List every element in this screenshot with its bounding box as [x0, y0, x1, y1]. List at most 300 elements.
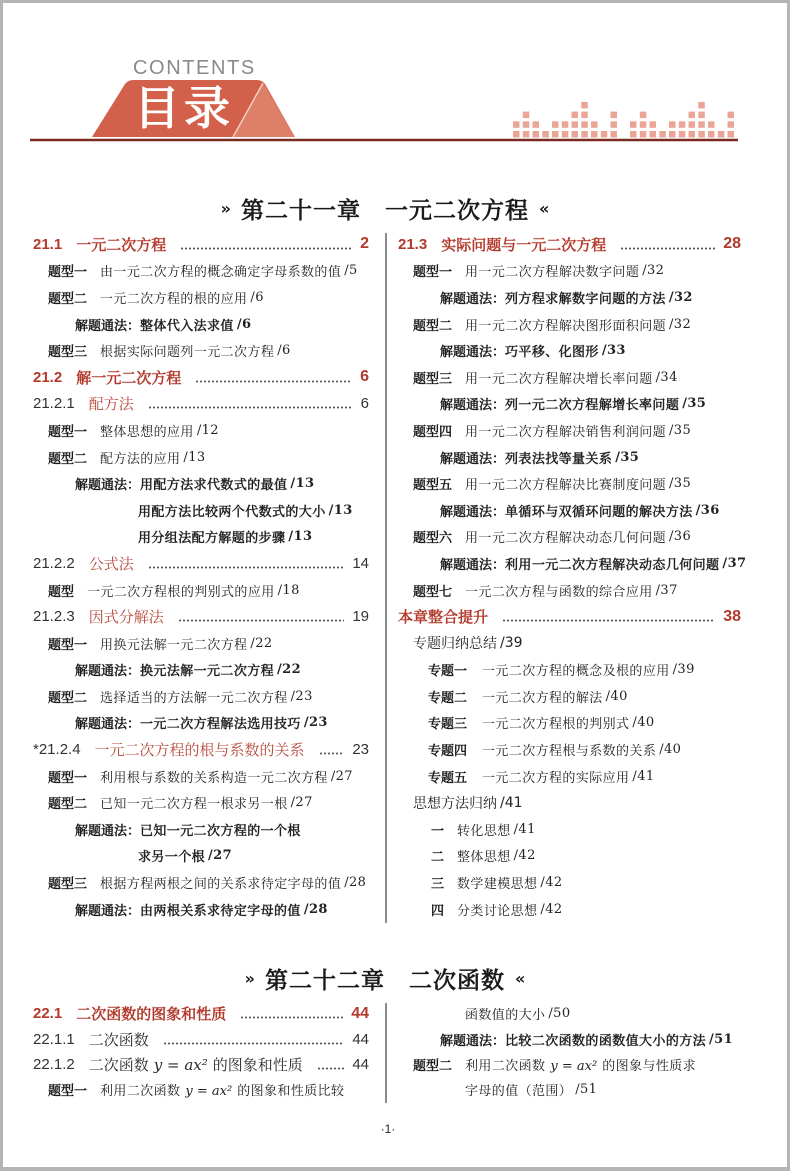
section-number: 22.1 [33, 1005, 63, 1023]
toc-method [33, 470, 369, 497]
entry-text: 用一元二次方程解决增长率问题 [465, 371, 653, 387]
entry-text: 已知一元二次方程一根求另一根 [100, 797, 288, 813]
page-number: 2 [360, 235, 369, 253]
toc-item [398, 577, 741, 604]
entry-text: 利用根与系数的关系构造一元二次方程 [100, 770, 328, 786]
entry-text: 利用一元二次方程解决动态几何问题 [505, 557, 720, 573]
entry-text: 数学建模思想 [457, 877, 538, 893]
toc-idea [398, 896, 741, 923]
toc-item [33, 444, 369, 471]
page-number: 44 [351, 1004, 369, 1022]
entry-label: 题型三 [48, 877, 88, 893]
section-number: 22.1.1 [33, 1030, 75, 1048]
math-expression: y = ax² [550, 1058, 598, 1074]
decor-square [698, 121, 705, 128]
toc-subsection [33, 1026, 369, 1051]
entry-text: 用配方法求代数式的最值 [140, 478, 288, 494]
toc-method [33, 311, 369, 338]
decor-square [708, 121, 715, 128]
toc-subsection [33, 550, 369, 577]
entry-label: 题型二 [48, 690, 88, 706]
entry-label: 解题通法： [75, 318, 141, 334]
double-chevron-right-icon: » [244, 968, 255, 988]
page-ref: /6 [250, 289, 264, 305]
chapter-number: 第二十二章 [265, 967, 385, 994]
toc-item [33, 789, 369, 816]
entry-text: 整体思想 [457, 850, 511, 866]
entry-label: 专题一 [428, 664, 468, 680]
entry-text: 用一元二次方程解决动态几何问题 [465, 531, 667, 547]
toc-item [33, 417, 369, 444]
decor-square [562, 131, 569, 138]
page-ref: /6 [277, 343, 291, 359]
entry-label: 三 [431, 877, 445, 893]
entry-text: 分类讨论思想 [457, 903, 538, 919]
toc-column-right [398, 231, 747, 922]
toc-item [33, 284, 369, 311]
column-divider [385, 1003, 387, 1103]
entry-text-part: 利用二次函数 [100, 1084, 181, 1100]
decor-square [698, 102, 705, 109]
toc-method [398, 550, 747, 577]
toc-item [398, 364, 741, 391]
section-title: 配方法 [88, 396, 134, 414]
chapter-name: 二次函数 [409, 967, 505, 994]
page-ref: /51 [575, 1082, 598, 1098]
dot-leader [163, 1042, 345, 1045]
page-ref: /13 [288, 529, 313, 545]
decor-square [562, 121, 569, 128]
toc-item [398, 417, 741, 444]
decor-square [708, 131, 715, 138]
decor-square [552, 131, 559, 138]
toc-column-left [33, 231, 369, 922]
dot-leader [195, 380, 352, 383]
entry-label: 题型七 [413, 584, 453, 600]
decor-square [679, 121, 686, 128]
entry-text: 用一元二次方程解决数字问题 [465, 265, 640, 281]
decor-square [669, 131, 676, 138]
page-ref: /22 [250, 635, 273, 651]
toc-method [398, 284, 741, 311]
math-expression: y = ax² [153, 1055, 208, 1074]
entry-text: 整体思想的应用 [100, 424, 194, 440]
entry-text: 由一元二次方程的概念确定字母系数的值 [100, 265, 342, 281]
toc-item [33, 577, 369, 604]
page-ref: /23 [290, 688, 313, 704]
section-title: 公式法 [88, 555, 134, 573]
entry-label: 四 [431, 903, 445, 919]
page-ref: /41 [500, 794, 523, 811]
decor-square [523, 131, 530, 138]
entry-label: 题型二 [48, 291, 88, 307]
page-ref: /18 [277, 582, 300, 598]
page-ref: /35 [615, 449, 640, 465]
toc-section [398, 231, 741, 258]
decor-square [533, 131, 540, 138]
page-ref: /35 [682, 396, 707, 412]
entry-label: 解题通法： [75, 664, 141, 680]
decor-square [718, 131, 725, 138]
entry-label: 解题通法： [75, 717, 141, 733]
decor-square [669, 121, 676, 128]
page-ref: /6 [236, 316, 252, 332]
chapter-heading [0, 963, 770, 993]
page-ref: /34 [655, 369, 678, 385]
page-ref: /51 [709, 1031, 734, 1047]
entry-label: 题型六 [413, 531, 453, 547]
toc-section [398, 603, 741, 630]
section-number: 21.2 [33, 368, 63, 386]
decor-square [581, 112, 588, 119]
dot-leader [317, 1067, 345, 1070]
entry-text: 转化思想 [457, 823, 511, 839]
toc-subsection [33, 736, 369, 763]
decor-square [630, 131, 637, 138]
section-title [89, 1054, 303, 1075]
toc-section [33, 231, 369, 258]
dot-leader [178, 619, 345, 622]
page-ref: /40 [632, 715, 655, 731]
page-number: 14 [352, 554, 369, 572]
entry-text: 由两根关系求待定字母的值 [140, 903, 301, 919]
decor-square [689, 112, 696, 119]
section-title: 实际问题与一元二次方程 [441, 236, 607, 254]
section-number: 21.2.3 [33, 608, 75, 626]
entry-label: 题型一 [48, 265, 88, 281]
toc-item [33, 1077, 369, 1102]
decor-square [689, 131, 696, 138]
double-chevron-right-icon: » [220, 198, 231, 218]
toc-method [33, 816, 369, 843]
entry-text: 根据实际问题列一元二次方程 [100, 345, 275, 361]
page-number: 19 [352, 608, 369, 626]
section-title-part: 二次函数 [88, 1056, 149, 1074]
toc-idea [398, 843, 741, 870]
entry-text [465, 1055, 696, 1074]
toc-subsection [33, 603, 369, 630]
toc-column-right [398, 1001, 741, 1103]
entry-label: 解题通法： [440, 398, 506, 414]
section-title-part: 的图象和性质 [212, 1056, 303, 1074]
decor-square [728, 112, 735, 119]
page-ref: /32 [668, 289, 693, 305]
entry-label: 题型三 [413, 371, 453, 387]
decor-square [572, 131, 579, 138]
entry-text: 函数值的大小 [465, 1008, 546, 1024]
toc-method [398, 391, 741, 418]
entry-label: 题型二 [48, 451, 88, 467]
decor-square [698, 131, 705, 138]
toc-topic [398, 763, 741, 790]
toc-topic [398, 710, 741, 737]
dot-leader [240, 1016, 343, 1019]
page-ref: /41 [513, 821, 536, 837]
decor-square [542, 131, 549, 138]
page-ref: /42 [540, 875, 563, 891]
entry-text: 一元二次方程根的判别式的应用 [87, 584, 275, 600]
column-divider [385, 233, 387, 923]
toc-method [398, 337, 741, 364]
page-number: 44 [352, 1030, 369, 1048]
toc-subsection [33, 1052, 369, 1077]
toc-item [398, 524, 741, 551]
dot-leader [620, 247, 715, 250]
page-ref: /35 [669, 476, 692, 492]
entry-text-part: 的图象与性质求 [602, 1058, 697, 1074]
toc-method [33, 710, 369, 737]
decor-square [572, 121, 579, 128]
entry-text: 一元二次方程与函数的综合应用 [465, 584, 653, 600]
entry-text: 列表法找等量关系 [505, 451, 613, 467]
toc-topic [398, 657, 741, 684]
decor-square [552, 121, 559, 128]
math-expression: y = ax² [185, 1084, 233, 1100]
chapter-number: 第二十一章 [241, 197, 361, 224]
toc-item-cont [398, 1077, 741, 1102]
entry-text: 配方法的应用 [100, 451, 181, 467]
entry-text-part: 利用二次函数 [465, 1058, 546, 1074]
entry-label: 解题通法： [440, 1033, 506, 1049]
dot-leader [148, 406, 353, 409]
toc-method [398, 497, 741, 524]
decor-square [513, 131, 520, 138]
entry-text: 一元二次方程根的判别式 [482, 717, 630, 733]
page-number: 23 [352, 741, 369, 759]
entry-text: 一元二次方程解法选用技巧 [140, 717, 301, 733]
section-number: 21.1 [33, 235, 63, 253]
section-title: 解一元二次方程 [76, 369, 182, 387]
page-ref: /42 [540, 901, 563, 917]
page-ref: /50 [548, 1006, 571, 1022]
entry-label: 解题通法： [440, 504, 506, 520]
entry-label: 解题通法： [440, 291, 506, 307]
toc-item [398, 258, 741, 285]
decor-square [523, 112, 530, 119]
dot-leader [502, 619, 715, 622]
entry-text: 用一元二次方程解决图形面积问题 [465, 318, 667, 334]
page-ref: /33 [601, 343, 626, 359]
section-title: 一元二次方程的根与系数的关系 [94, 742, 305, 760]
toc-topic [398, 736, 741, 763]
entry-label: 题型二 [413, 1058, 453, 1074]
entry-text: 用一元二次方程解决销售利润问题 [465, 424, 667, 440]
entry-label: 专题三 [428, 717, 468, 733]
entry-label: 解题通法： [75, 903, 141, 919]
entry-label: 题型一 [48, 1084, 88, 1100]
entry-text: 用配方法比较两个代数式的大小 [138, 504, 326, 520]
entry-text: 用一元二次方程解决比赛制度问题 [465, 478, 667, 494]
entry-label: 二 [431, 850, 445, 866]
toc-item [33, 683, 369, 710]
entry-label: 解题通法： [440, 451, 506, 467]
entry-label: 题型 [48, 584, 75, 600]
page-number: 6 [360, 395, 369, 413]
entry-text: 列一元二次方程解增长率问题 [505, 398, 680, 414]
toc-group [398, 630, 741, 657]
toc-item [398, 1052, 741, 1077]
decor-square [572, 112, 579, 119]
decor-square [611, 112, 618, 119]
decor-square [611, 131, 618, 138]
decor-square [611, 121, 618, 128]
section-number: 21.2.2 [33, 554, 75, 572]
page-ref: /36 [669, 529, 692, 545]
entry-text: 一元二次方程的概念及根的应用 [482, 664, 670, 680]
dot-leader [319, 752, 345, 755]
entry-text: 字母的值（范围） [465, 1084, 573, 1100]
page-ref: /22 [277, 662, 302, 678]
decor-square [630, 121, 637, 128]
page-ref: /40 [605, 688, 628, 704]
toc-subsection [33, 391, 369, 418]
entry-text [100, 1080, 344, 1099]
toc-topic [398, 683, 741, 710]
chapter-heading [0, 193, 770, 223]
toc-idea [398, 869, 741, 896]
contents-header-graphic [0, 0, 790, 150]
toc-idea [398, 816, 741, 843]
toc-item [33, 258, 369, 285]
entry-text: 一元二次方程的解法 [482, 690, 603, 706]
decor-square [581, 121, 588, 128]
entry-label: 题型五 [413, 478, 453, 494]
section-number: 21.3 [398, 235, 428, 253]
toc-method [398, 444, 741, 471]
decor-square [513, 121, 520, 128]
toc-group [398, 789, 741, 816]
decorative-bars [513, 102, 734, 138]
decor-square [679, 131, 686, 138]
entry-text: 整体代入法求值 [140, 318, 234, 334]
decor-square [728, 131, 735, 138]
toc-item [33, 869, 369, 896]
toc-section [33, 1001, 369, 1026]
section-title: 一元二次方程 [76, 236, 167, 254]
section-number: *21.2.4 [33, 741, 81, 759]
page-ref: /27 [290, 795, 313, 811]
entry-label: 解题通法： [75, 478, 141, 494]
decor-square [601, 131, 608, 138]
toc-method [33, 896, 369, 923]
page-number: 38 [723, 607, 741, 625]
double-chevron-left-icon: « [539, 198, 550, 218]
entry-label: 专题四 [428, 744, 468, 760]
section-number: 22.1.2 [33, 1055, 75, 1073]
toc-section [33, 364, 369, 391]
page-ref: /36 [695, 502, 720, 518]
entry-text: 专题归纳总结 [413, 636, 497, 653]
page-ref: /5 [344, 263, 358, 279]
toc-method-cont [33, 843, 369, 870]
toc-title: 目录 [134, 81, 234, 135]
decor-square [698, 112, 705, 119]
entry-text: 根据方程两根之间的关系求待定字母的值 [100, 877, 342, 893]
entry-text: 单循环与双循环问题的解决方法 [505, 504, 693, 520]
decor-square [650, 131, 657, 138]
decor-square [689, 121, 696, 128]
toc-column-left [33, 1001, 369, 1103]
page-ref: /39 [672, 662, 695, 678]
page-ref: /13 [328, 502, 353, 518]
section-title: 因式分解法 [88, 609, 164, 627]
decor-square [640, 131, 647, 138]
decor-square [581, 102, 588, 109]
page-ref: /37 [722, 555, 747, 571]
page-ref: /35 [669, 422, 692, 438]
toc-method-cont [33, 497, 369, 524]
entry-label: 题型四 [413, 424, 453, 440]
entry-text: 思想方法归纳 [413, 795, 497, 812]
decor-square [591, 121, 598, 128]
page-ref: /37 [655, 582, 678, 598]
page-ref: /12 [196, 422, 219, 438]
section-title: 本章整合提升 [398, 609, 489, 627]
page-ref: /39 [500, 635, 523, 652]
toc-method [33, 657, 369, 684]
page-number: 44 [352, 1055, 369, 1073]
contents-label: CONTENTS [133, 57, 256, 79]
decor-square [650, 121, 657, 128]
page-ref: /32 [642, 263, 665, 279]
entry-label: 题型一 [48, 637, 88, 653]
entry-text: 已知一元二次方程的一个根 [140, 823, 301, 839]
page-number: 6 [360, 368, 369, 386]
entry-label: 解题通法： [440, 557, 506, 573]
toc-item [33, 630, 369, 657]
entry-label: 题型一 [48, 424, 88, 440]
entry-text: 选择适当的方法解一元二次方程 [100, 690, 288, 706]
entry-text: 一元二次方程的实际应用 [482, 770, 630, 786]
entry-text: 巧平移、化图形 [505, 345, 599, 361]
entry-label: 题型三 [48, 345, 88, 361]
entry-label: 一 [431, 823, 445, 839]
decor-square [591, 131, 598, 138]
toc-item [33, 337, 369, 364]
page-ref: /32 [669, 316, 692, 332]
decor-square [581, 131, 588, 138]
toc-item [33, 763, 369, 790]
entry-text: 一元二次方程的根的应用 [100, 291, 248, 307]
page-number: 28 [723, 235, 741, 253]
decor-square [640, 121, 647, 128]
page-ref: /27 [330, 768, 353, 784]
entry-text-part: 的图象和性质比较 [237, 1084, 345, 1100]
entry-text: 用换元法解一元二次方程 [100, 637, 248, 653]
entry-label: 题型二 [413, 318, 453, 334]
page-ref: /13 [290, 476, 315, 492]
entry-label: 题型一 [413, 265, 453, 281]
decor-square [728, 121, 735, 128]
decor-square [533, 121, 540, 128]
decor-square [640, 112, 647, 119]
page-ref: /41 [632, 768, 655, 784]
entry-label: 专题二 [428, 690, 468, 706]
toc-method-cont [33, 524, 369, 551]
entry-label: 解题通法： [75, 823, 141, 839]
toc-method [398, 1026, 741, 1051]
dot-leader [180, 247, 352, 250]
entry-text: 求另一个根 [138, 850, 206, 866]
entry-text: 列方程求解数字问题的方法 [505, 291, 666, 307]
page-ref: /27 [208, 848, 233, 864]
entry-text: 用分组法配方解题的步骤 [138, 531, 286, 547]
entry-label: 解题通法： [440, 345, 506, 361]
page-ref: /28 [303, 901, 328, 917]
page-ref: /23 [303, 715, 328, 731]
entry-text: 换元法解一元二次方程 [140, 664, 275, 680]
page-ref: /42 [513, 848, 536, 864]
